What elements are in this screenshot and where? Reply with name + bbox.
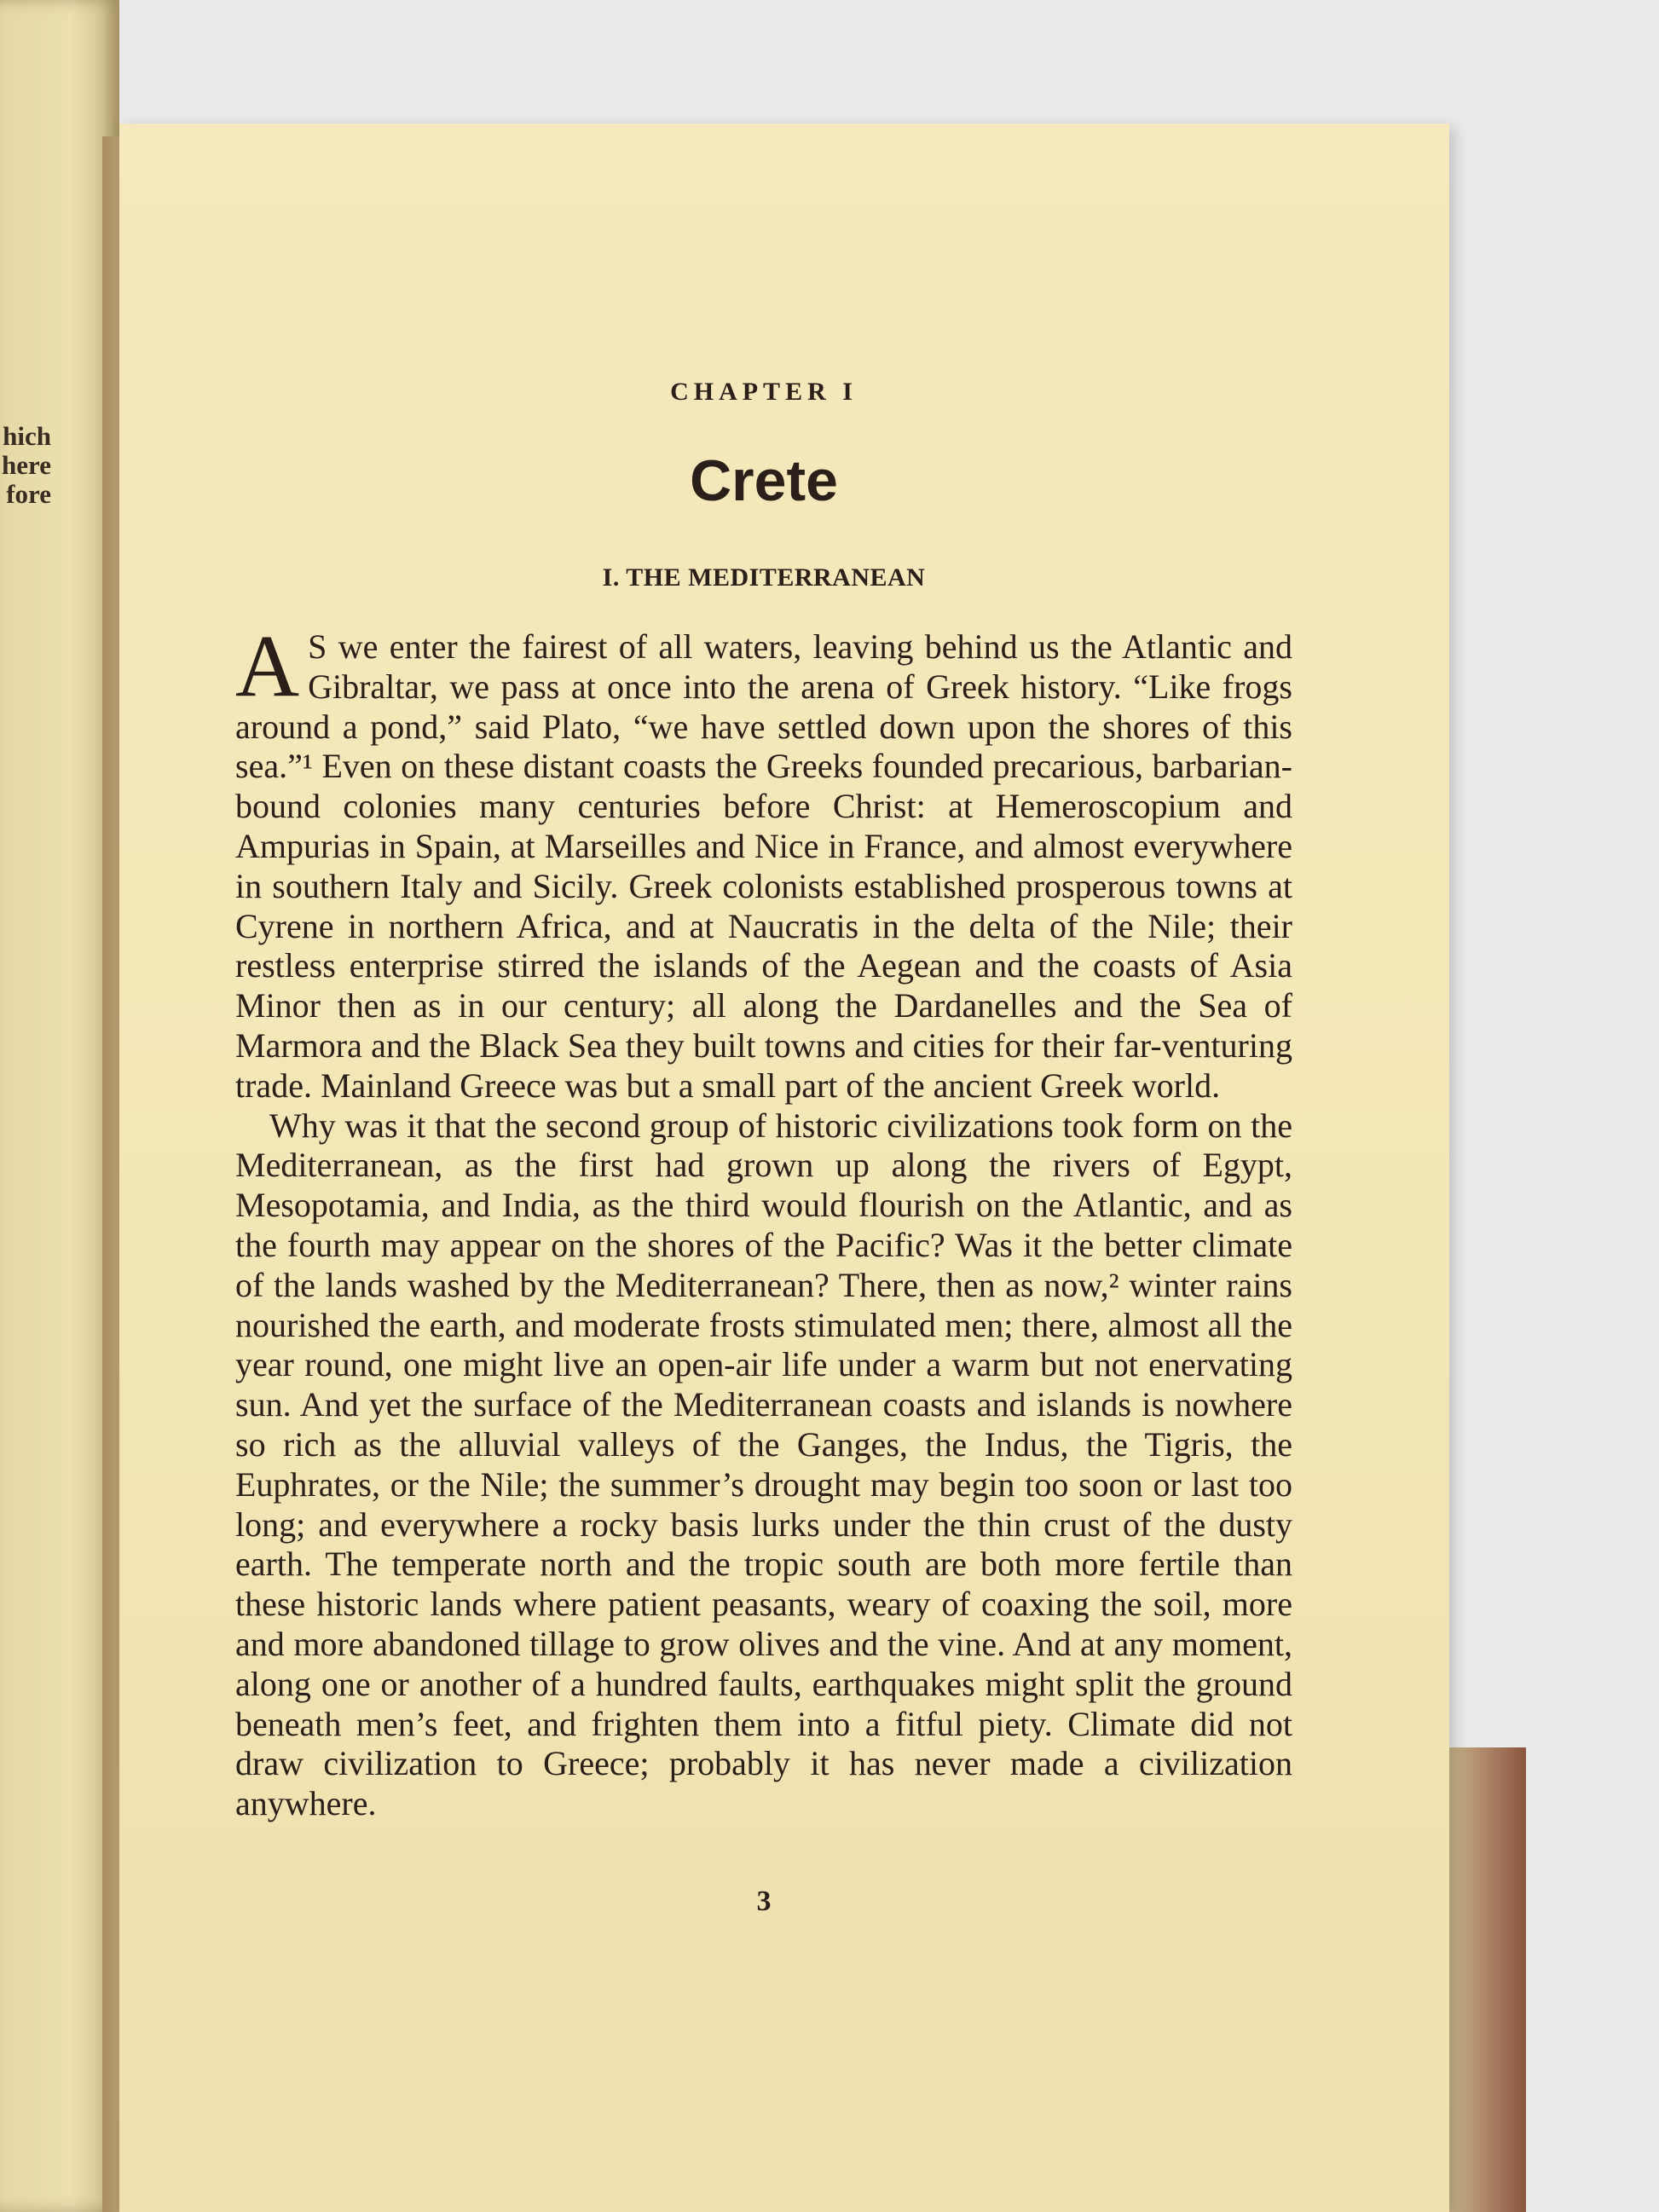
left-page-text-fragments [0,422,51,509]
page-number: 3 [756,1886,772,1917]
paragraph-1 [235,617,1292,1106]
page-edge [1449,1747,1526,2212]
section-heading: I. THE MEDITERRANEAN [602,563,926,592]
left-fragment-1: hich [3,422,51,451]
drop-cap: A [235,617,300,715]
left-fragment-3: fore [6,480,51,509]
body-text [235,617,1292,1824]
left-page [0,0,119,2212]
left-fragment-2: here [2,451,51,480]
paragraph-1-text: S we enter the fairest of all waters, leaving behind us the Atlantic and Gibraltar, we pass at once into the arena of Greek history. “Like frogs around a pond,” said Plato, “we have settled down upon the shores of this sea.”¹ Even on these distant coasts the Greeks founded precarious, barbarian-bound colonies many centuries before Christ: at Hemeroscopium and Ampurias in Spain, at Marseilles and Nice in France, and almost everywhere in southern Italy and Sicily. Greek colonists established prosperous towns at Cyrene in northern Africa, and at Naucratis in the delta of the Nile; their restless enterprise stirred the islands of the Aegean and the coasts of Asia Minor then as in our century; all along the Dardanelles and the Sea of Marmora and the Black Sea they built towns and cities for their far-venturing trade. Mainland Greece was but a small part of the ancient Greek world. [235,627,1292,1105]
chapter-label: CHAPTER I [670,378,858,406]
chapter-title: Crete [690,448,838,513]
paragraph-2: Why was it that the second group of historic civilizations took form on the Mediterranean, as the first had grown up along the rivers of Egypt, Mesopotamia, and India, as the third would flourish on the Atlantic, and as the fourth may appear on the shores of the Pacific? Was it the better climate of the lands washed by the Mediterranean? There, then as now,² winter rains nourished the earth, and moderate frosts stimulated men; there, almost all the year round, one might live an open-air life under a warm but not enervating sun. And yet the surface of the Mediterranean coasts and islands is nowhere so rich as the alluvial valleys of the Ganges, the Indus, the Tigris, the Euphrates, or the Nile; the summer’s drought may begin too soon or last too long; and everywhere a rocky basis lurks under the thin crust of the dusty earth. The temperate north and the tropic south are both more fertile than these historic lands where patient peasants, weary of coaxing the soil, more and more abandoned tillage to grow olives and the vine. And at any moment, along one or another of a hundred faults, earthquakes might split the ground beneath men’s feet, and frighten them into a fitful piety. Climate did not draw civilization to Greece; probably it has never made a civilization anywhere. [235,1106,1292,1823]
page-content [235,375,1292,1824]
